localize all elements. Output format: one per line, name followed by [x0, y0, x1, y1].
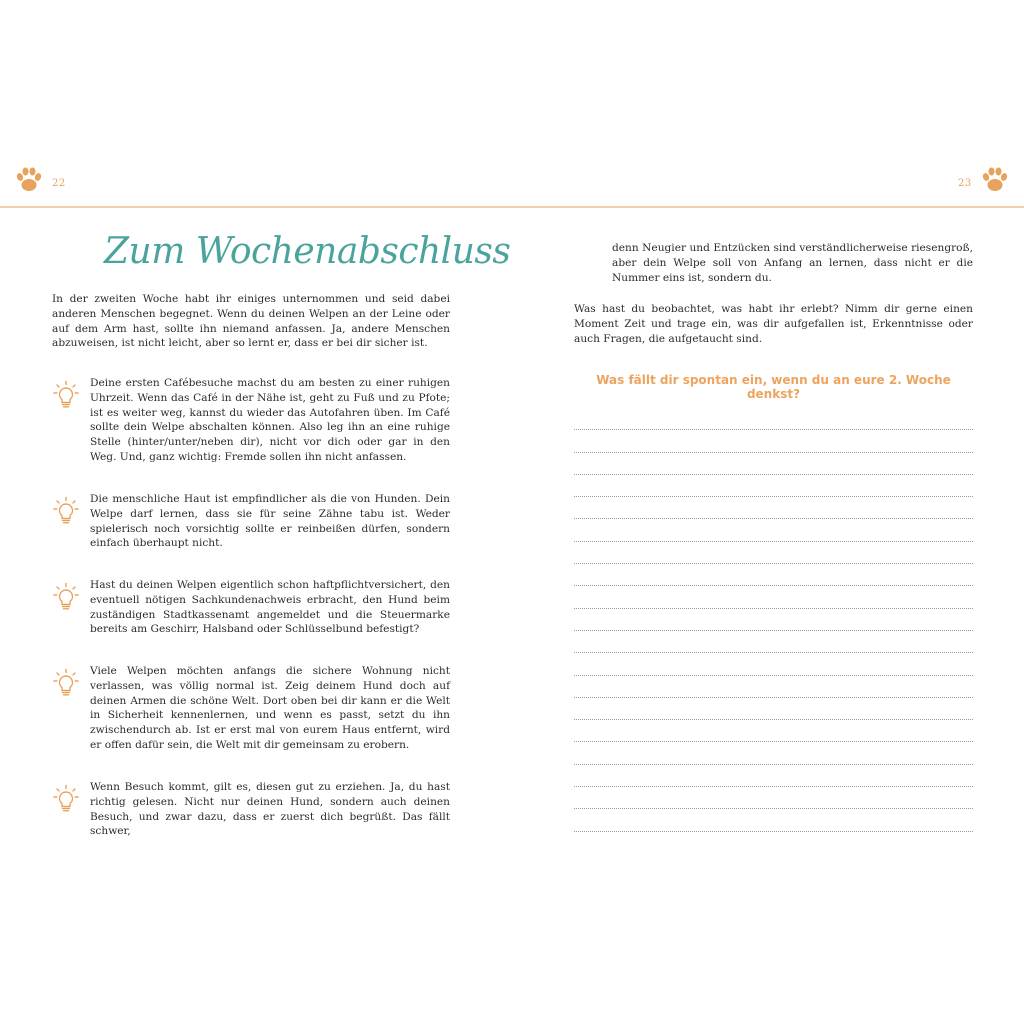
- answer-line[interactable]: [574, 720, 973, 742]
- answer-line[interactable]: [574, 809, 973, 831]
- page-title: Zum Wochenabschluss: [104, 231, 511, 272]
- answer-line[interactable]: [574, 742, 973, 764]
- answer-line[interactable]: [574, 497, 973, 519]
- page-number-left: 22: [52, 178, 66, 189]
- tip-text: Die menschliche Haut ist empfindlicher als die von Hunden. Dein Welpe darf lernen, dass sie für seine Zähne tabu ist. Weder spielerisch noch vorsichtig sollte er reinbeißen dürfen, sondern einfach überhaupt nicht.: [90, 493, 450, 550]
- reflection-question: Was fällt dir spontan ein, wenn du an eure 2. Woche denkst?: [596, 373, 951, 401]
- tip-item: [52, 492, 450, 551]
- answer-line[interactable]: [574, 653, 973, 675]
- lightbulb-icon: [52, 784, 80, 814]
- tip-item: [52, 780, 450, 839]
- answer-line[interactable]: [574, 564, 973, 586]
- continuation-paragraph: denn Neugier und Entzücken sind verständlicherweise riesengroß, aber dein Welpe soll von Anfang an lernen, dass nicht er die Nummer eins ist, sondern du.: [612, 242, 973, 284]
- answer-line[interactable]: [574, 586, 973, 608]
- answer-line[interactable]: [574, 609, 973, 631]
- lightbulb-icon: [52, 582, 80, 612]
- tip-item: [52, 578, 450, 637]
- intro-paragraph: In der zweiten Woche habt ihr einiges unternommen und seid dabei anderen Menschen begegnet. Wenn du deinen Welpen an der Leine oder auf dem Arm hast, sollte ihn niemand anfassen. Ja, andere Menschen abzuweisen, ist nicht leicht, aber so lernt er, dass er bei dir sicher ist.: [52, 293, 450, 350]
- answer-line[interactable]: [574, 787, 973, 809]
- reflection-paragraph: Was hast du beobachtet, was habt ihr erlebt? Nimm dir gerne einen Moment Zeit und trage ein, was dir aufgefallen ist, Erkenntnisse oder auch Fragen, die aufgetaucht sind.: [574, 303, 973, 345]
- answer-line[interactable]: [574, 408, 973, 430]
- lightbulb-icon: [52, 668, 80, 698]
- answer-line[interactable]: [574, 475, 973, 497]
- paw-icon: [980, 164, 1010, 194]
- answer-line[interactable]: [574, 542, 973, 564]
- answer-line[interactable]: [574, 765, 973, 787]
- paw-icon: [14, 164, 44, 194]
- page-number-right: 23: [958, 178, 972, 189]
- answer-line[interactable]: [574, 676, 973, 698]
- answer-line[interactable]: [574, 430, 973, 452]
- tip-text: Wenn Besuch kommt, gilt es, diesen gut zu erziehen. Ja, du hast richtig gelesen. Nicht nur deinen Hund, sondern auch deinen Besuch, und zwar dazu, dass er zuerst dich begrüßt. Das fällt schwer,: [90, 781, 450, 838]
- answer-lines[interactable]: [574, 408, 973, 832]
- lightbulb-icon: [52, 380, 80, 410]
- answer-line[interactable]: [574, 453, 973, 475]
- lightbulb-icon: [52, 496, 80, 526]
- tip-item: [52, 376, 450, 465]
- answer-line[interactable]: [574, 631, 973, 653]
- answer-line[interactable]: [574, 698, 973, 720]
- tip-text: Hast du deinen Welpen eigentlich schon haftpflichtversichert, den eventuell nötigen Sachkundenachweis erbracht, den Hund beim zuständigen Stadtkassenamt angemeldet und die Steuermarke bereits am Geschirr, Halsband oder Schlüsselbund befestigt?: [90, 579, 450, 636]
- tip-item: [52, 664, 450, 753]
- tip-text: Viele Welpen möchten anfangs die sichere Wohnung nicht verlassen, was völlig normal ist. Zeig deinem Hund doch auf deinen Armen die schöne Welt. Dort oben bei dir kann er die Welt in Sicherheit kennenlernen, und wenn es passt, setzt du ihn zwischendurch ab. Ist er erst mal von eurem Haus entfernt, wird er offen dafür sein, die Welt mit dir gemeinsam zu erobern.: [90, 665, 450, 751]
- tip-text: Deine ersten Cafébesuche machst du am besten zu einer ruhigen Uhrzeit. Wenn das Café in der Nähe ist, geht zu Fuß und zu Pfote; ist es weiter weg, kannst du wieder das Autofahren üben. Im Café sollte dein Welpe abschalten können. Also leg ihn an eine ruhige Stelle (hinter/unter/neben dir), nicht vor dich oder gar in den Weg. Und, ganz wichtig: Fremde sollen ihn nicht anfassen.: [90, 377, 450, 463]
- header-divider: [0, 206, 1024, 208]
- answer-line[interactable]: [574, 519, 973, 541]
